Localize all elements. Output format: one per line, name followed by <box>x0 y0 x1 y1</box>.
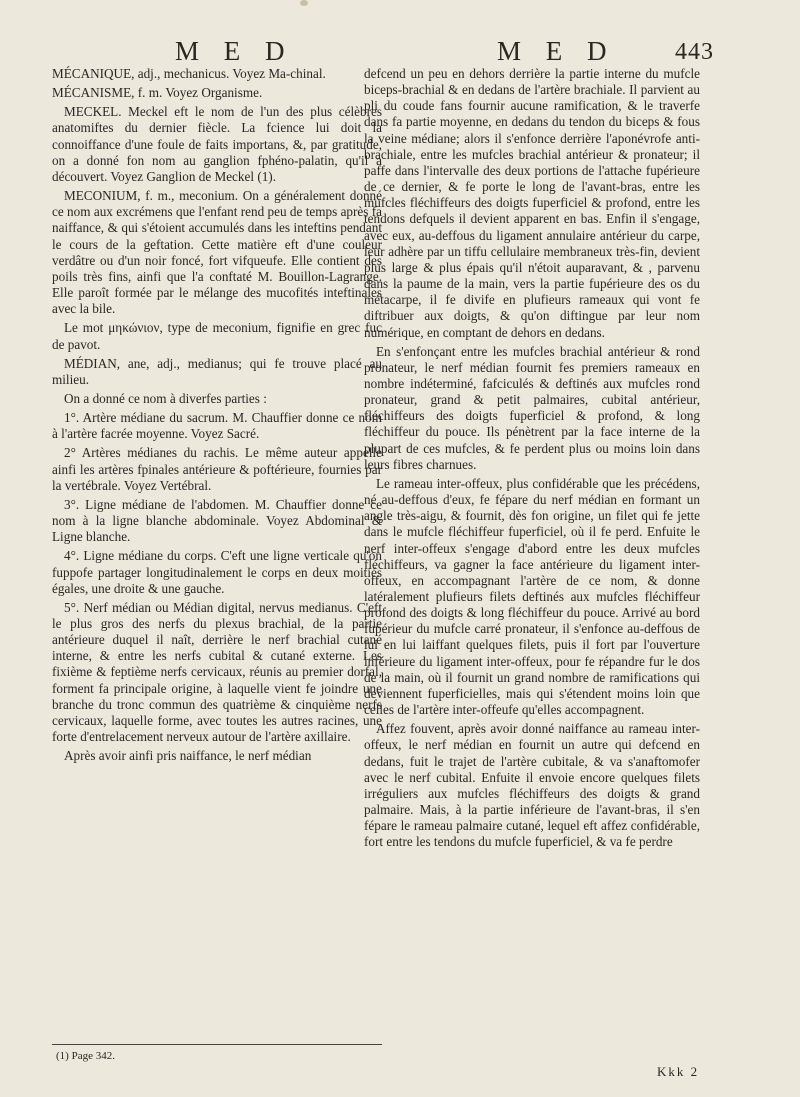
median-item-5: 5°. Nerf médian ou Médian digital, nervus medianus. C'eft le plus gros des nerfs du plexus brachial, de la partie antérieure duquel il naît, derrière le nerf brachial cutané interne, & entre les nerfs cubital & cutané externe. Les fixième & feptième nerfs cervicaux, réunis au premier dorfal, forment fa principale origine, à laquelle vient fe joindre une branche du tronc commun des quatrième & cinquième nerfs cervicaux, laquelle forme, avec toutes les autres racines, une forte d'entrelacement nerveux autour de l'artère axillaire. <box>52 599 382 745</box>
entry-median: MÉDIAN, ane, adj., medianus; qui fe trouve placé au milieu. <box>52 355 382 387</box>
running-head-left: M E D <box>175 36 294 66</box>
right-column <box>364 66 700 854</box>
left-column <box>52 66 382 767</box>
footnote: (1) Page 342. <box>56 1050 115 1062</box>
footnote-rule <box>52 1044 382 1045</box>
entry-meckel: MECKEL. Meckel eft le nom de l'un des plus célèbres anatomiftes du dernier fiècle. La fcience lui doit la connoiffance d'une foule de faits importans, &, par gratitude, on a donné fon nom au ganglion fphéno-palatin, qu'il a découvert. Voyez Ganglion de Meckel (1). <box>52 104 382 184</box>
entry-meconium: MECONIUM, f. m., meconium. On a généralement donné ce nom aux excrémens que l'enfant rend peu de temps après fa naiffance, & qui s'étoient accumulés dans les inteftins pendant le cours de la geftation. Cette matière eft d'une couleur verdâtre ou d'un noir foncé, fort vifqueufe. Elle contient des poils très fins, ainfi que l'a conftaté M. Bouillon-Lagrange. Elle paroît formée par le mélange des mucofités inteftinales avec la bile. <box>52 188 382 317</box>
entry-mecanisme: MÉCANISME, f. m. Voyez Organisme. <box>52 85 263 101</box>
paper-stain <box>300 0 308 6</box>
paragraph-nerf-median-course: defcend un peu en dehors derrière la partie interne du mufcle biceps-brachial & en dedans de l'artère brachiale. Il parvient au pli du coude fans fournir aucune ramification, & le traverfe dans fa partie moyenne, en dedans du tendon du biceps & fous la veine médiane; alors il s'enfonce derrière l'aponévrofe anti-brachiale, entre les mufcles brachial antérieur & pronateur; il paffe dans l'intervalle des deux portions de l'attache fupérieure de ce dernier, & fe porte le long de l'avant-bras, entre les mufcles fléchiffeurs des doigts fuperficiel & profond, entre les tendons defquels il devient apparent en bas. Enfin il s'engage, avec eux, au-deffous du ligament annulaire antérieur du carpe, leur adhère par un tiffu cellulaire membraneux très-fin, devient plus large & plus épais qu'il n'étoit auparavant, & , parvenu dans la paume de la main, vers la partie fupérieure des os du métacarpe, il fe divife en plufieurs rameaux qui vont fe diftribuer aux doigts, & qu'on diftingue par leur nom numérique, en comptant de dehors en dedans. <box>364 66 700 340</box>
signature-mark: Kkk 2 <box>657 1064 700 1079</box>
paragraph-rameau-palmaire: Affez fouvent, après avoir donné naiffance au rameau inter-offeux, le nerf médian en fournit un autre qui defcend en dedans, fuit le trajet de l'artère cubitale, & va s'anaftomofer avec le nerf cubital. Enfuite il envoie encore quelques filets irréguliers aux mufcles fléchiffeurs des doigts & grand palmaire. Mais, à la partie inférieure de l'avant-bras, il s'en fépare le rameau palmaire cutané, lequel eft affez confidérable, fort entre les tendons du mufcle fuperficiel, & va fe perdre <box>364 721 700 850</box>
running-head-right: M E D <box>497 36 616 66</box>
meconium-etymology: Le mot μηκώνιον, type de meconium, fignifie en grec fuc de pavot. <box>52 320 382 352</box>
median-item-4: 4°. Ligne médiane du corps. C'eft une ligne verticale qu'on fuppofe partager longitudinalement le corps en deux moitiés égales, une droite & une gauche. <box>52 548 382 596</box>
paragraph-rameau-inter-osseux: Le rameau inter-offeux, plus confidérable que les précédens, né au-deffous d'eux, fe fépare du nerf médian en formant un angle très-aigu, & fournit, dès fon origine, un filet qui fe jette dans le mufcle fléchiffeur fuperficiel, où il fe perd. Enfuite le nerf inter-offeux s'engage d'abord entre les deux mufcles fléchiffeurs, va gagner la face antérieure du ligament inter-offeux, en accompagnant l'artère de ce nom, & donne latéralement plufieurs filets deftinés aux mufcles fléchiffeur profond des doigts & long fléchiffeur du pouce. Arrivé au bord fupérieur du mufcle carré pronateur, il s'enfonce au-deffous de lui en lui laiffant quelques filets, puis il fort par l'ouverture inférieure du ligament inter-offeux, pour fe répandre fur le dos de la main, où il fournit un grand nombre de ramifications qui deviennent fuperficielles, mais qui s'étendent moins loin que celles de l'artère inter-offeufe qu'elles accompagnent. <box>364 475 700 718</box>
paragraph-continuation: Après avoir ainfi pris naiffance, le nerf médian <box>64 748 312 764</box>
paragraph-premiers-rameaux: En s'enfonçant entre les mufcles brachial antérieur & rond pronateur, le nerf médian fournit fes premiers rameaux en nombre indéterminé, fafciculés & deftinés aux mufcles rond pronateur, grand & petit palmaires, cubital antérieur, fléchiffeurs des doigts fuperficiel & profond, & long fléchiffeur du pouce. Ils pénètrent par la face interne de la plupart de ces mufcles, & fe perdent plus ou moins loin dans leurs fibres charnues. <box>364 343 700 472</box>
entry-mecanique: MÉCANIQUE, adj., mechanicus. Voyez Ma-chinal. <box>52 66 326 81</box>
median-item-2: 2° Artères médianes du rachis. Le même auteur appelle ainfi les artères fpinales antérieure & poftérieure, fournies par la vertébrale. Voyez Vertébral. <box>52 445 382 493</box>
median-item-1: 1°. Artère médiane du sacrum. M. Chauffier donne ce nom à l'artère facrée moyenne. Voyez Sacré. <box>52 410 382 442</box>
median-intro: On a donné ce nom à diverfes parties : <box>64 390 267 406</box>
page-number: 443 <box>675 39 714 65</box>
median-item-3: 3°. Ligne médiane de l'abdomen. M. Chauffier donne ce nom à la ligne blanche abdominale. Voyez Abdominal & Ligne blanche. <box>52 496 382 545</box>
